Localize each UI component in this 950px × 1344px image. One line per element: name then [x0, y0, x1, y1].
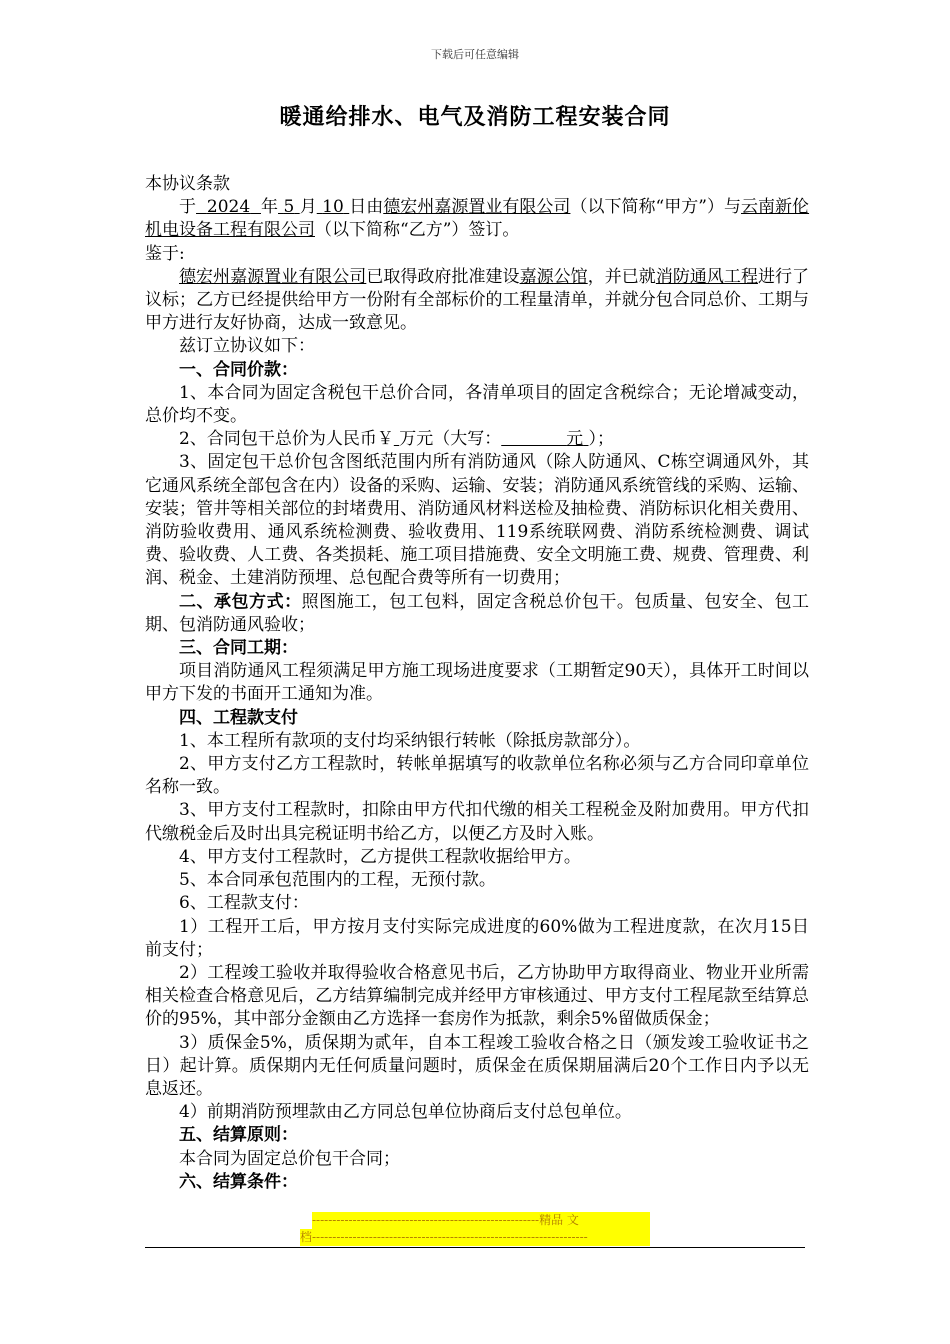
section-4-item-5: 5、本合同承包范围内的工程，无预付款。: [179, 870, 496, 891]
party-a-name: 德宏州嘉源置业有限公司: [383, 197, 571, 218]
sign-month-suffix: 月: [299, 197, 317, 218]
section-1-item-1: 1、本合同为固定含税包干总价合同，各清单项目的固定含税综合；无论增减变动，总价均不变。: [145, 382, 809, 427]
party-a-note: （以下简称“甲方”）与: [570, 197, 741, 218]
sign-day-suffix: 日由: [349, 197, 384, 218]
contract-body: [145, 173, 809, 1194]
section-3-text: 项目消防通风工程须满足甲方施工现场进度要求（工期暂定90天），具体开工时间以甲方下发的书面开工通知为准。: [145, 661, 809, 705]
whereas-text1: 已取得政府批准建设: [366, 266, 520, 287]
section-4-item-6: 6、工程款支付：: [179, 893, 309, 914]
whereas-party: 德宏州嘉源置业有限公司: [179, 266, 367, 287]
whereas-project: 嘉源公馆: [519, 266, 588, 287]
intro-label: 本协议条款: [145, 174, 230, 194]
section-6-heading: 六、结算条件：: [179, 1171, 298, 1192]
section-1-item-2: [145, 428, 809, 451]
section-4-item-2: 2、甲方支付乙方工程款时，转帐单据填写的收款单位名称必须与乙方合同印章单位名称一致。: [145, 754, 809, 798]
sign-month: 5: [283, 197, 295, 218]
price-text-b: 万元（大写：: [399, 429, 502, 450]
section-4-item-4: 4、甲方支付工程款时，乙方提供工程款收据给甲方。: [179, 846, 581, 867]
footer-watermark: [300, 1212, 650, 1246]
section-5-heading: 五、结算原则：: [179, 1125, 298, 1146]
signing-paragraph: [145, 196, 809, 242]
section-3-heading: 三、合同工期：: [179, 638, 298, 659]
section-2: [145, 591, 809, 637]
header-note: 下载后可任意编辑: [431, 48, 519, 61]
sign-year-suffix: 年: [260, 197, 279, 218]
section-2-heading: 二、承包方式：: [179, 591, 302, 612]
footer-line-1: --------------------------------------------------------精品 文: [312, 1212, 650, 1229]
section-2-text: 照图施工，包工包料，固定含税总价包干。包质量、包安全、包工期、包消防通风验收；: [145, 591, 810, 635]
whereas-text2: ，并已就: [587, 266, 656, 287]
price-unit: 元: [566, 429, 584, 450]
sign-prefix: 于: [179, 197, 197, 218]
price-text-c: ）；: [588, 429, 614, 450]
section-1-item-3: 3、固定包干总价包含图纸范围内所有消防通风（除人防通风、C栋空调通风外，其它通风系统全部包含在内）设备的采购、运输、安装；消防通风系统管线的采购、运输、安装；管井等相关部位的封堵费用、消防通风材料送检及抽检费、消防标识化相关费用、消防验收费用、通风系统检测费、验收费用、119系统联网费、消防系统检测费、调试费、验收费、人工费、各类损耗、施工项目措施费、安全文明施工费、规费、管理费、利润、税金、土建消防预埋、总包配合费等所有一切费用；: [145, 452, 809, 589]
price-text-a: 2、合同包干总价为人民币￥: [179, 429, 394, 450]
whereas-scope: 消防通风工程: [655, 266, 758, 287]
whereas-text3: 进行了议标；乙方已经提供给甲方一份附有全部标价的工程量清单，并就分包合同总价、工期与甲方进行友好协商，达成一致意见。: [145, 266, 810, 334]
section-4-item-1: 1、本工程所有款项的支付均采纳银行转帐（除抵房款部分）。: [179, 730, 641, 751]
agree-line: 兹订立协议如下：: [179, 336, 315, 357]
section-4-item-6-1: 1）工程开工后，甲方按月支付实际完成进度的60%做为工程进度款，在次月15日前支付；: [145, 916, 809, 960]
section-4-item-3: 3、甲方支付工程款时，扣除由甲方代扣代缴的相关工程税金及附加费用。甲方代扣代缴税金后及时出具完税证明书给乙方，以便乙方及时入账。: [145, 800, 809, 844]
section-4-item-6-4: 4）前期消防预埋款由乙方同总包单位协商后支付总包单位。: [179, 1102, 632, 1123]
footer-line-2: 档--------------------------------------------------------------------: [300, 1229, 650, 1246]
document-title: 暖通给排水、电气及消防工程安装合同: [279, 105, 671, 130]
section-4-heading: 四、工程款支付: [179, 707, 298, 728]
section-4-item-6-2: 2）工程竣工验收并取得验收合格意见书后，乙方协助甲方取得商业、物业开业所需相关检查合格意见后，乙方结算编制完成并经甲方审核通过、甲方支付工程尾款至结算总价的95%，其中部分金额由乙方选择一套房作为抵款，剩余5%留做质保金；: [145, 962, 809, 1030]
section-5-text: 本合同为固定总价包干合同；: [179, 1148, 400, 1169]
party-b-note: （以下简称“乙方”）签订。: [315, 220, 520, 241]
sign-day: 10: [322, 197, 344, 218]
party-b-name: 云南新伦机电设备工程有限公司: [145, 197, 810, 241]
sign-year: 2024: [206, 197, 251, 218]
whereas-paragraph: [145, 266, 809, 336]
section-4-item-6-3: 3）质保金5%，质保期为贰年，自本工程竣工验收合格之日（颁发竣工验收证书之日）起计算。质保期内无任何质量问题时，质保金在质保期届满后20个工作日内予以无息返还。: [145, 1032, 809, 1099]
section-1-heading: 一、合同价款：: [179, 359, 298, 380]
whereas-label: 鉴于:: [145, 243, 185, 264]
footer-divider: [145, 1247, 805, 1248]
